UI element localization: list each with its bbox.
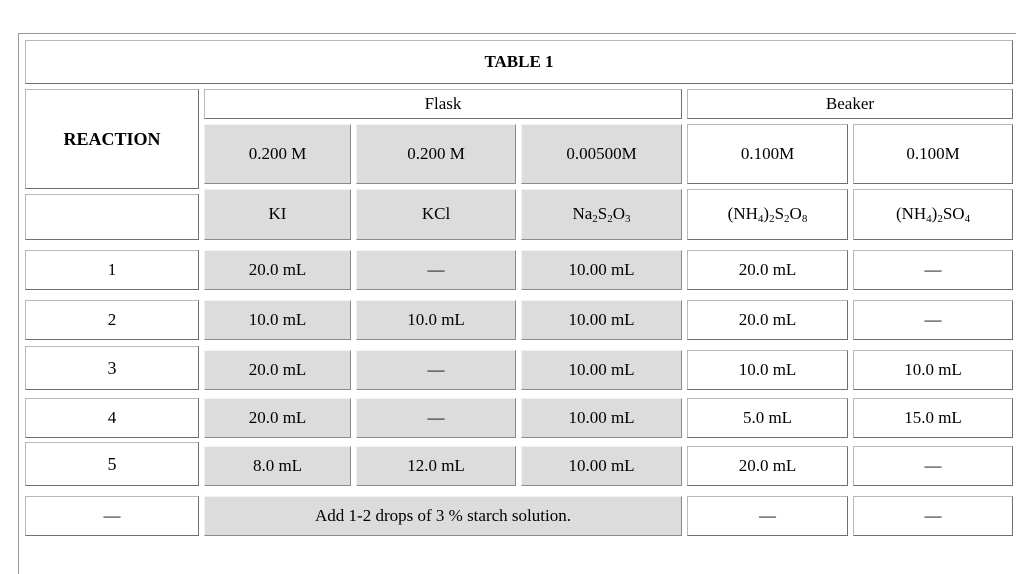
row-4-thiosulfate: 10.00 mL xyxy=(521,398,682,438)
row-3-reaction: 3 xyxy=(25,346,199,390)
row-5-persulfate: 20.0 mL xyxy=(687,446,848,486)
row-3-sulfate: 10.0 mL xyxy=(853,350,1013,390)
row-1-ki: 20.0 mL xyxy=(204,250,351,290)
conc-sulfate: 0.100M xyxy=(853,124,1013,184)
beaker-group-header: Beaker xyxy=(687,89,1013,119)
row-3-kcl: — xyxy=(356,350,516,390)
reagent-sulfate: $(NH_4)_2SO_4$ xyxy=(853,189,1013,240)
row-5-thiosulfate: 10.00 mL xyxy=(521,446,682,486)
conc-kcl: 0.200 M xyxy=(356,124,516,184)
starch-row-reaction: — xyxy=(25,496,199,536)
conc-persulfate: 0.100M xyxy=(687,124,848,184)
starch-row-beaker-1: — xyxy=(687,496,848,536)
row-1-kcl: — xyxy=(356,250,516,290)
reagent-kcl: KCl xyxy=(356,189,516,240)
table-title: TABLE 1 xyxy=(25,40,1013,84)
reagent-row-blank xyxy=(25,194,199,240)
reagent-persulfate: $(NH_4)_2S_2O_8$ xyxy=(687,189,848,240)
conc-thiosulfate: 0.00500M xyxy=(521,124,682,184)
row-2-persulfate: 20.0 mL xyxy=(687,300,848,340)
conc-ki: 0.200 M xyxy=(204,124,351,184)
row-3-persulfate: 10.0 mL xyxy=(687,350,848,390)
flask-group-header: Flask xyxy=(204,89,682,119)
row-2-kcl: 10.0 mL xyxy=(356,300,516,340)
row-3-ki: 20.0 mL xyxy=(204,350,351,390)
row-5-ki: 8.0 mL xyxy=(204,446,351,486)
reagent-ki: KI xyxy=(204,189,351,240)
row-1-reaction: 1 xyxy=(25,250,199,290)
row-2-ki: 10.0 mL xyxy=(204,300,351,340)
row-4-persulfate: 5.0 mL xyxy=(687,398,848,438)
row-1-thiosulfate: 10.00 mL xyxy=(521,250,682,290)
row-5-kcl: 12.0 mL xyxy=(356,446,516,486)
row-4-sulfate: 15.0 mL xyxy=(853,398,1013,438)
row-4-ki: 20.0 mL xyxy=(204,398,351,438)
reagent-thiosulfate: $Na_2S_2O_3$ xyxy=(521,189,682,240)
row-1-sulfate: — xyxy=(853,250,1013,290)
reaction-header: REACTION xyxy=(25,89,199,189)
row-4-reaction: 4 xyxy=(25,398,199,438)
row-3-thiosulfate: 10.00 mL xyxy=(521,350,682,390)
starch-row-beaker-2: — xyxy=(853,496,1013,536)
row-5-sulfate: — xyxy=(853,446,1013,486)
row-2-thiosulfate: 10.00 mL xyxy=(521,300,682,340)
row-2-sulfate: — xyxy=(853,300,1013,340)
starch-note: Add 1-2 drops of 3 % starch solution. xyxy=(204,496,682,536)
row-5-reaction: 5 xyxy=(25,442,199,486)
row-4-kcl: — xyxy=(356,398,516,438)
row-1-persulfate: 20.0 mL xyxy=(687,250,848,290)
row-2-reaction: 2 xyxy=(25,300,199,340)
